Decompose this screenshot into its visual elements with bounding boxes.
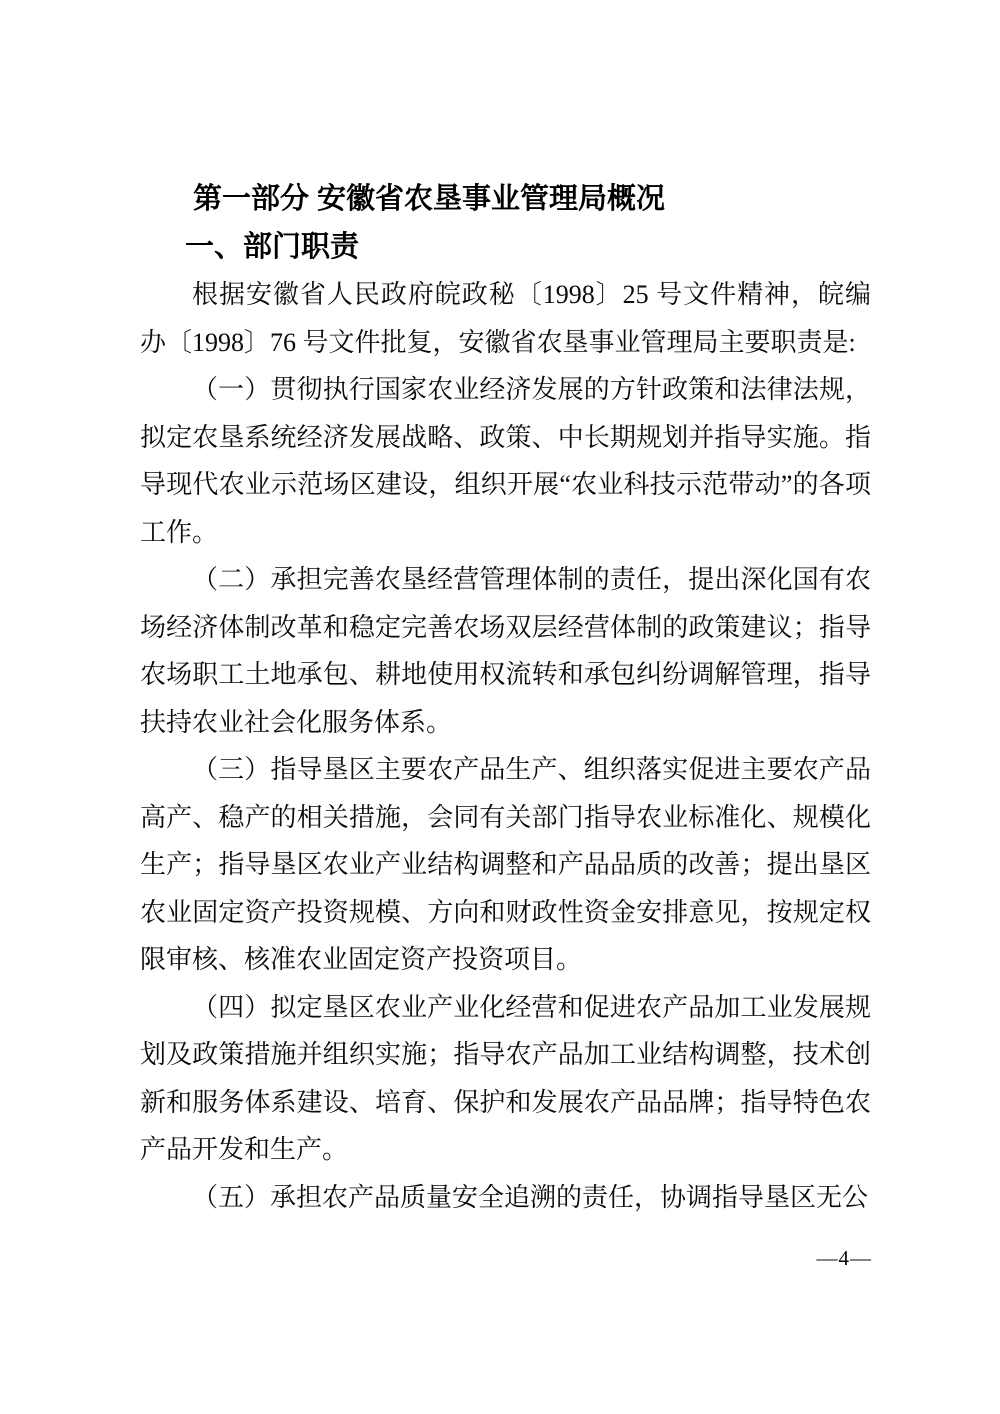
page-number: —4—	[816, 1246, 872, 1270]
paragraph-intro: 根据安徽省人民政府皖政秘〔1998〕25 号文件精神，皖编办〔1998〕76 号文件批复，安徽省农垦事业管理局主要职责是:	[140, 280, 871, 357]
document-content	[140, 176, 871, 1221]
paragraph-item-3: （三）指导垦区主要农产品生产、组织落实促进主要农产品高产、稳产的相关措施，会同有关部门指导农业标准化、规模化生产；指导垦区农业产业结构调整和产品品质的改善；提出垦区农业固定资产投资规模、方向和财政性资金安排意见，按规定权限审核、核准农业固定资产投资项目。	[140, 755, 871, 974]
section-heading: 一、部门职责	[185, 230, 360, 263]
paragraph-item-1: （一）贯彻执行国家农业经济发展的方针政策和法律法规，拟定农垦系统经济发展战略、政策、中长期规划并指导实施。指导现代农业示范场区建设，组织开展“农业科技示范带动”的各项工作。	[140, 375, 871, 547]
document-body	[140, 271, 871, 1221]
paragraph-item-5: （五）承担农产品质量安全追溯的责任，协调指导垦区无公	[192, 1182, 869, 1212]
paragraph-item-4: （四）拟定垦区农业产业化经营和促进农产品加工业发展规划及政策措施并组织实施；指导农产品加工业结构调整，技术创新和服务体系建设、培育、保护和发展农产品品牌；指导特色农产品开发和生产。	[140, 992, 871, 1164]
paragraph-item-2: （二）承担完善农垦经营管理体制的责任，提出深化国有农场经济体制改革和稳定完善农场双层经营体制的政策建议；指导农场职工土地承包、耕地使用权流转和承包纠纷调解管理，指导扶持农业社会化服务体系。	[140, 565, 871, 737]
part-title: 第一部分 安徽省农垦事业管理局概况	[193, 183, 666, 215]
